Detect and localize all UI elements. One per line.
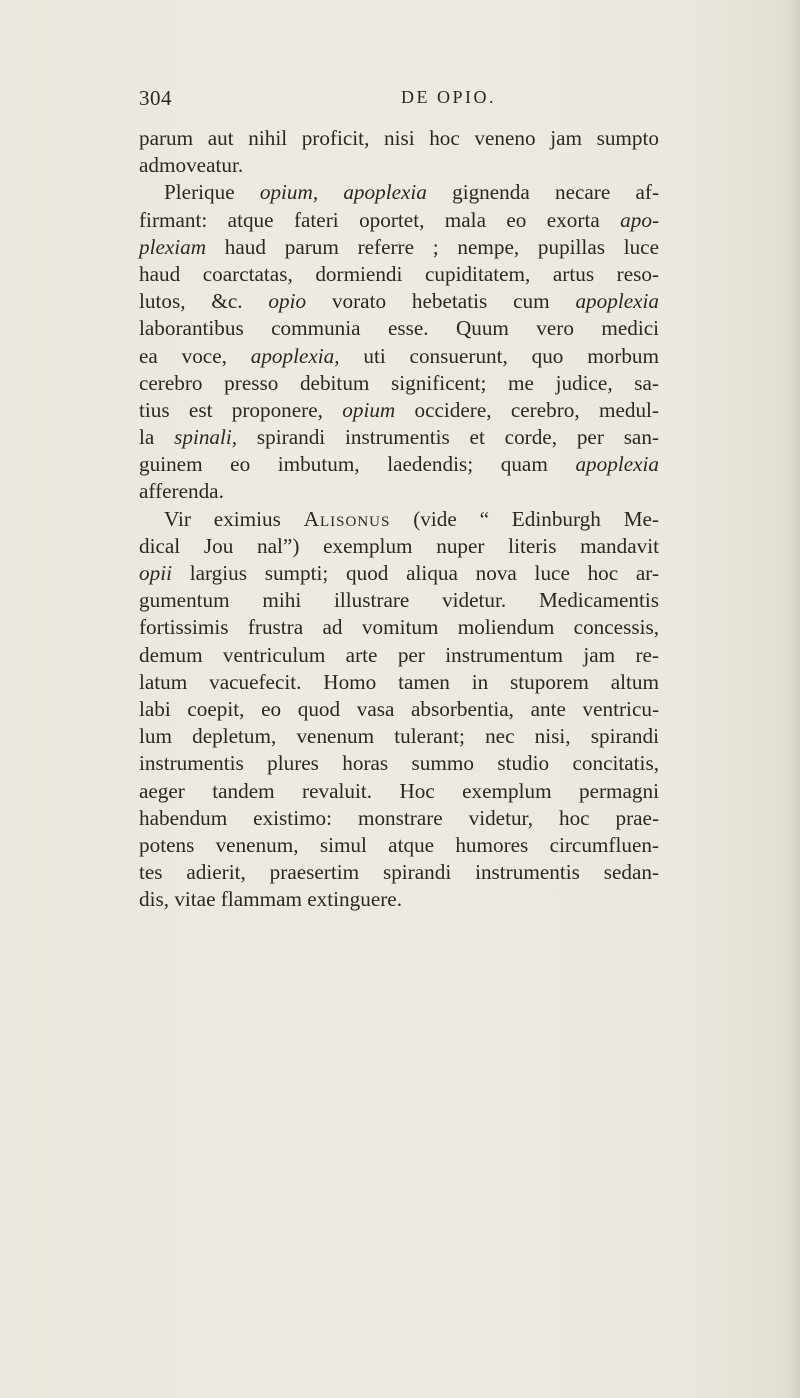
italic-run: opii: [139, 561, 172, 585]
text-run: aeger tandem revaluit. Hoc exemplum permagni: [139, 778, 659, 803]
text-line: [139, 179, 659, 206]
text-line: [139, 614, 659, 641]
italic-run: apo-: [620, 207, 659, 232]
text-run: instrumentis plures horas summo studio concitatis,: [139, 751, 659, 776]
body-text: [139, 125, 659, 913]
text-run: fortissimis frustra ad vomitum moliendum concessis,: [139, 615, 659, 640]
text-run: latum vacuefecit. Homo tamen in stuporem altum: [139, 669, 659, 694]
text-line: [139, 451, 659, 478]
text-run: ea voce,: [139, 343, 251, 368]
running-title: DE OPIO.: [401, 87, 496, 107]
text-line: [139, 397, 659, 424]
text-run: habendum existimo: monstrare videtur, hoc prae-: [139, 805, 659, 830]
text-run: lum depletum, venenum tulerant; nec nisi, spirandi: [139, 724, 659, 749]
text-line: [139, 234, 659, 261]
text-run: Vir eximius: [164, 506, 304, 531]
text-run: haud parum referre ; nempe, pupillas luce: [206, 234, 659, 259]
text-run: labi coepit, eo quod vasa absorbentia, ante ventricu-: [139, 696, 659, 721]
text-run: gignenda necare af-: [426, 180, 660, 205]
text-run: uti consuerunt, quo morbum: [339, 343, 659, 368]
italic-run: opium: [342, 397, 396, 422]
text-run: guinem eo imbutum, laedendis; quam: [139, 452, 576, 477]
text-run: dical Jou nal”) exemplum nuper literis mandavit: [139, 533, 659, 558]
text-run: haud coarctatas, dormiendi cupiditatem, artus reso-: [139, 261, 659, 286]
italic-run: plexiam: [139, 234, 207, 259]
italic-run: spinali,: [174, 425, 238, 450]
text-run: cerebro presso debitum significent; me judice, sa-: [139, 370, 659, 395]
text-run: vorato hebetatis cum: [306, 289, 576, 314]
text-line: [139, 125, 659, 152]
italic-run: opium, apoplexia: [259, 180, 427, 205]
italic-run: apoplexia: [575, 289, 659, 314]
running-head: [139, 86, 659, 116]
text-run: laborantibus communia esse. Quum vero medici: [139, 316, 659, 341]
text-run: occidere, cerebro, medul-: [395, 397, 659, 422]
text-run: Plerique: [164, 180, 260, 205]
text-line: [139, 750, 659, 777]
text-run: la: [139, 425, 175, 450]
text-line: [139, 859, 659, 886]
text-line: [139, 696, 659, 723]
text-run: parum aut nihil proficit, nisi hoc veneno jam sumpto: [139, 126, 659, 150]
text-line: [139, 343, 659, 370]
italic-run: apoplexia: [575, 452, 659, 477]
text-line: [139, 207, 659, 234]
text-line: [139, 506, 659, 533]
italic-run: apoplexia,: [250, 343, 340, 368]
text-run: lutos, &c.: [139, 289, 269, 314]
small-caps-name: Alisonus: [303, 506, 391, 531]
text-line: [139, 261, 659, 288]
text-run: tes adierit, praesertim spirandi instrumentis sedan-: [139, 860, 659, 885]
text-line: [139, 723, 659, 750]
text-line: [139, 315, 659, 342]
text-line: [139, 560, 659, 587]
text-line: [139, 370, 659, 397]
text-line: [139, 152, 659, 179]
text-run: tius est proponere,: [139, 397, 343, 422]
text-line: [139, 533, 659, 560]
text-line: [139, 886, 659, 913]
text-line: [139, 832, 659, 859]
text-run: potens venenum, simul atque humores circumfluen-: [139, 832, 659, 857]
text-run: gumentum mihi illustrare videtur. Medicamentis: [139, 588, 659, 613]
text-run: dis, vitae flammam extinguere.: [139, 887, 402, 912]
text-line: [139, 778, 659, 805]
text-line: [139, 478, 659, 505]
text-line: [139, 805, 659, 832]
text-line: [139, 587, 659, 614]
page-number: 304: [139, 86, 172, 110]
text-run: demum ventriculum arte per instrumentum jam re-: [139, 642, 659, 667]
text-line: [139, 424, 659, 451]
page-edge-shadow: [786, 0, 800, 1398]
text-line: [139, 642, 659, 669]
text-run: afferenda.: [139, 479, 224, 504]
text-line: [139, 288, 659, 315]
text-line: [139, 669, 659, 696]
text-run: admoveatur.: [139, 153, 244, 178]
italic-run: opio: [268, 289, 307, 314]
text-run: largius sumpti; quod aliqua nova luce hoc ar-: [171, 561, 659, 585]
text-run: spirandi instrumentis et corde, per san-: [237, 425, 659, 450]
text-run: firmant: atque fateri oportet, mala eo exorta: [139, 207, 621, 232]
text-run: (vide “ Edinburgh Me-: [390, 506, 659, 531]
